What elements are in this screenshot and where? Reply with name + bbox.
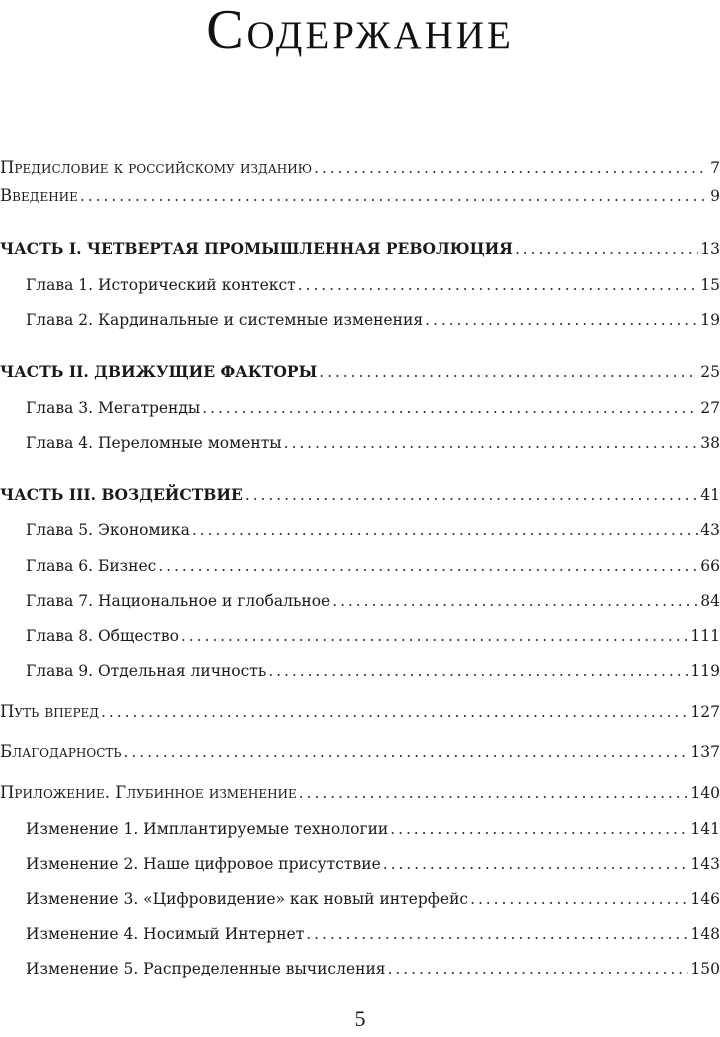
toc-entry-page: 38: [700, 434, 720, 452]
toc-entry-label: Изменение 3. «Цифровидение» как новый интерфейс: [26, 890, 469, 908]
dot-leader: [202, 397, 698, 419]
toc-entry-label: Изменение 5. Распределенные вычисления: [26, 960, 386, 978]
dot-leader: [298, 274, 699, 296]
toc-entry-chapter-7[interactable]: [26, 590, 720, 612]
toc-entry-appendix[interactable]: [0, 782, 720, 804]
dot-leader: [245, 484, 698, 506]
dot-leader: [515, 238, 698, 260]
dot-leader: [101, 701, 688, 723]
dot-leader: [124, 741, 689, 763]
toc-entry-label: Глава 5. Экономика: [26, 521, 190, 539]
toc-entry-page: 119: [690, 662, 720, 680]
page-number: 5: [354, 1006, 366, 1031]
toc-entry-label: Благодарность: [0, 742, 122, 761]
dot-leader: [299, 782, 689, 804]
toc-entry-chapter-4[interactable]: [26, 432, 720, 454]
toc-entry-way-forward[interactable]: [0, 701, 720, 723]
toc-entry-preface[interactable]: [0, 157, 720, 179]
toc-entry-label: Введение: [0, 186, 78, 205]
toc-entry-label: Приложение. Глубинное изменение: [0, 783, 297, 802]
toc-entry-chapter-5[interactable]: [26, 519, 720, 541]
toc-entry-label: Предисловие к российскому изданию: [0, 158, 313, 177]
toc-entry-part-1[interactable]: [0, 238, 720, 260]
dot-leader: [319, 361, 698, 383]
toc-entry-label: Глава 6. Бизнес: [26, 557, 157, 575]
toc-entry-shift-5[interactable]: [26, 958, 720, 980]
toc-entry-chapter-3[interactable]: [26, 397, 720, 419]
dot-leader: [284, 432, 699, 454]
dot-leader: [181, 625, 689, 647]
toc-entry-label: Глава 4. Переломные моменты: [26, 434, 282, 452]
toc-entry-page: 25: [700, 363, 720, 381]
toc-entry-label: Глава 3. Мегатренды: [26, 399, 201, 417]
page-title: Содержание: [206, 0, 514, 61]
toc-entry-label: Путь вперед: [0, 702, 100, 721]
dot-leader: [192, 519, 698, 541]
toc-entry-label: ЧАСТЬ I. ЧЕТВЕРТАЯ ПРОМЫШЛЕННАЯ РЕВОЛЮЦИЯ: [0, 239, 513, 258]
dot-leader: [390, 818, 688, 840]
toc-entry-page: 150: [690, 960, 720, 978]
toc-entry-page: 84: [700, 592, 720, 610]
toc-entry-label: Глава 2. Кардинальные и системные изменения: [26, 311, 424, 329]
toc-entry-page: 43: [700, 521, 720, 539]
dot-leader: [158, 555, 698, 577]
toc-entry-page: 148: [690, 925, 720, 943]
toc-entry-page: 137: [690, 743, 720, 761]
dot-leader: [425, 309, 698, 331]
toc-entry-label: Глава 9. Отдельная личность: [26, 662, 267, 680]
toc-entry-chapter-1[interactable]: [26, 274, 720, 296]
toc-entry-label: Глава 1. Исторический контекст: [26, 276, 296, 294]
toc-entry-shift-4[interactable]: [26, 923, 720, 945]
dot-leader: [388, 958, 689, 980]
dot-leader: [470, 888, 688, 910]
toc-entry-part-3[interactable]: [0, 484, 720, 506]
toc-entry-label: Глава 7. Национальное и глобальное: [26, 592, 331, 610]
toc-entry-shift-1[interactable]: [26, 818, 720, 840]
toc-entry-introduction[interactable]: [0, 185, 720, 207]
toc-entry-page: 9: [710, 187, 720, 205]
dot-leader: [314, 157, 708, 179]
toc-entry-page: 127: [690, 703, 720, 721]
toc-entry-part-2[interactable]: [0, 361, 720, 383]
toc-entry-page: 15: [700, 276, 720, 294]
toc-entry-label: ЧАСТЬ II. ДВИЖУЩИЕ ФАКТОРЫ: [0, 362, 318, 381]
dot-leader: [383, 853, 689, 875]
toc-entry-page: 111: [690, 627, 720, 645]
toc-entry-page: 66: [700, 557, 720, 575]
toc-entry-label: ЧАСТЬ III. ВОЗДЕЙСТВИЕ: [0, 485, 243, 504]
toc-entry-page: 27: [700, 399, 720, 417]
dot-leader: [80, 185, 708, 207]
toc-entry-page: 141: [690, 820, 720, 838]
toc-entry-page: 13: [700, 240, 720, 258]
toc-entry-page: 146: [690, 890, 720, 908]
toc-entry-acknowledgements[interactable]: [0, 741, 720, 763]
toc-entry-label: Изменение 2. Наше цифровое присутствие: [26, 855, 381, 873]
dot-leader: [332, 590, 698, 612]
toc-entry-page: 19: [700, 311, 720, 329]
toc-entry-shift-2[interactable]: [26, 853, 720, 875]
toc-entry-page: 41: [700, 486, 720, 504]
toc-entry-page: 143: [690, 855, 720, 873]
toc-entry-chapter-2[interactable]: [26, 309, 720, 331]
toc-entry-label: Изменение 4. Носимый Интернет: [26, 925, 305, 943]
toc-entry-page: 7: [710, 159, 720, 177]
dot-leader: [306, 923, 688, 945]
toc-entry-label: Изменение 1. Имплантируемые технологии: [26, 820, 389, 838]
toc-entry-page: 140: [690, 784, 720, 802]
toc-entry-chapter-9[interactable]: [26, 660, 720, 682]
toc-entry-shift-3[interactable]: [26, 888, 720, 910]
toc-entry-label: Глава 8. Общество: [26, 627, 179, 645]
dot-leader: [268, 660, 688, 682]
toc-entry-chapter-6[interactable]: [26, 555, 720, 577]
toc-entry-chapter-8[interactable]: [26, 625, 720, 647]
